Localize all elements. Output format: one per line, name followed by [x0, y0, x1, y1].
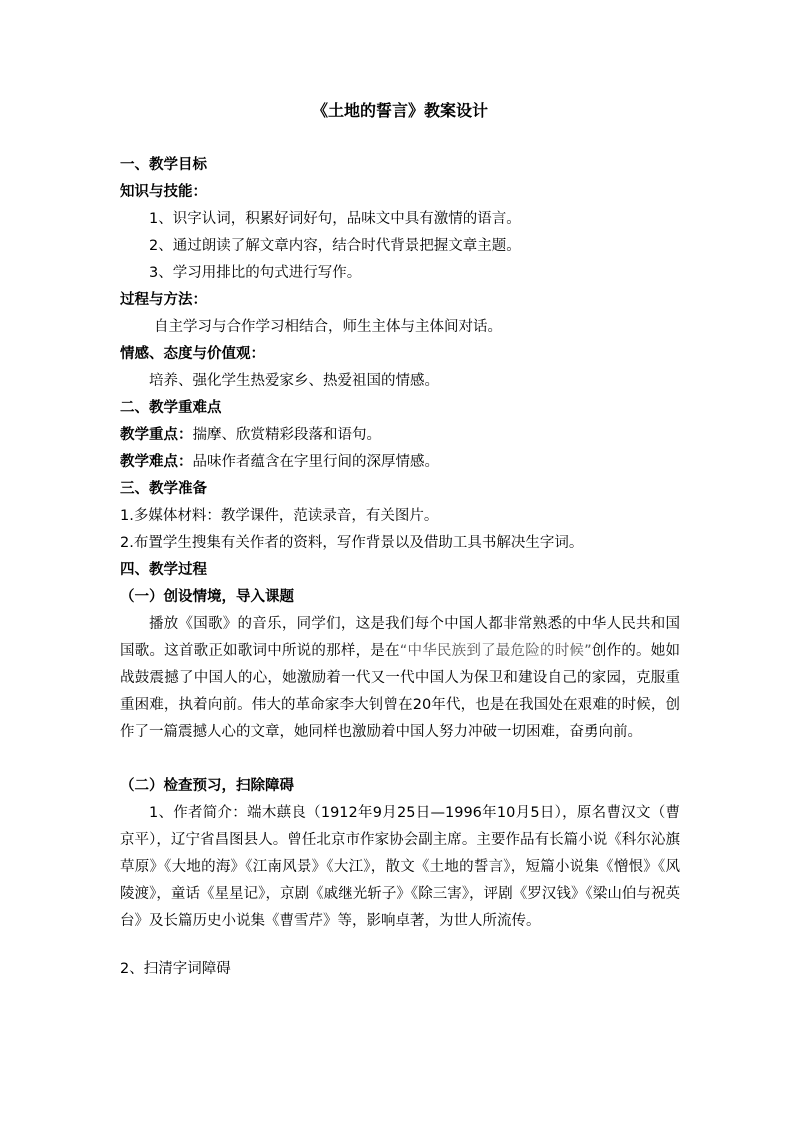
preparation-item: 2.布置学生搜集有关作者的资料，写作背景以及借助工具书解决生字词。	[120, 535, 584, 551]
teaching-focus-line	[120, 422, 680, 449]
teaching-difficulty-text: 品味作者蕴含在字里行间的深厚情感。	[192, 454, 439, 470]
knowledge-item: 1、识字认词，积累好词好句，品味文中具有激情的语言。	[149, 211, 521, 227]
teaching-focus-text: 揣摩、欣赏精彩段落和语句。	[192, 427, 381, 443]
subsection-introduction-heading: （一）创设情境，导入课题	[120, 589, 294, 605]
teaching-focus-label: 教学重点：	[120, 427, 193, 443]
emotion-values-heading: 情感、态度与价值观：	[120, 346, 265, 362]
emotion-values-text: 培养、强化学生热爱家乡、热爱祖国的情感。	[149, 373, 439, 389]
knowledge-item: 3、学习用排比的句式进行写作。	[149, 265, 362, 281]
document-content	[120, 98, 680, 983]
knowledge-skills-heading: 知识与技能：	[120, 184, 207, 200]
section-teaching-goals-heading: 一、教学目标	[120, 157, 207, 173]
spacer	[120, 746, 680, 773]
process-method-text: 自主学习与合作学习相结合，师生主体与主体间对话。	[154, 319, 502, 335]
anthem-quote: “中华民族到了最危险的时候”	[399, 643, 592, 659]
subsection-preview-heading: （二）检查预习，扫除障碍	[120, 778, 294, 794]
spacer	[120, 935, 680, 956]
section-key-points-heading: 二、教学重难点	[120, 400, 222, 416]
introduction-text-a: 播放《国歌》的音乐，同学们，这是我们每个中国人都非常熟悉的中华人民共和国国歌。这首歌正如歌词中所说的那样，是在	[120, 616, 680, 659]
section-preparation-heading: 三、教学准备	[120, 481, 207, 497]
preparation-item: 1.多媒体材料：教学课件，范读录音，有关图片。	[120, 508, 439, 524]
knowledge-item: 2、通过朗读了解文章内容，结合时代背景把握文章主题。	[149, 238, 521, 254]
author-intro-paragraph	[120, 800, 680, 935]
section-process-heading: 四、教学过程	[120, 562, 207, 578]
author-intro-text: 1、作者简介：端木蕻良（1912年9月25日—1996年10月5日），原名曹汉文（曹京平），辽宁省昌图县人。曾任北京市作家协会副主席。主要作品有长篇小说《科尔沁旗草原》《大地的海》《江南风景》《大江》，散文《土地的誓言》，短篇小说集《憎恨》《风陵渡》，童话《星星记》，京剧《戚继光斩子》《除三害》，评剧《罗汉钱》《梁山伯与祝英台》及长篇历史小说集《曹雪芹》等，影响卓著，为世人所流传。	[120, 805, 680, 929]
page-title: 《土地的誓言》教案设计	[311, 101, 488, 120]
teaching-difficulty-label: 教学难点：	[120, 454, 193, 470]
introduction-text-b: 创作的。她如战鼓震撼了中国人的心，她激励着一代又一代中国人为保卫和建设自己的家园，克服重重困难，执着向前。伟大的革命家李大钊曾在20年代，也是在我国处在艰难的时候，创作了一篇震撼人心的文章，她同样也激励着中国人努力冲破一切困难，奋勇向前。	[120, 643, 680, 740]
teaching-difficulty-line	[120, 449, 680, 476]
process-method-heading: 过程与方法：	[120, 292, 207, 308]
vocabulary-item: 2、扫清字词障碍	[120, 961, 231, 977]
introduction-paragraph	[120, 611, 680, 746]
